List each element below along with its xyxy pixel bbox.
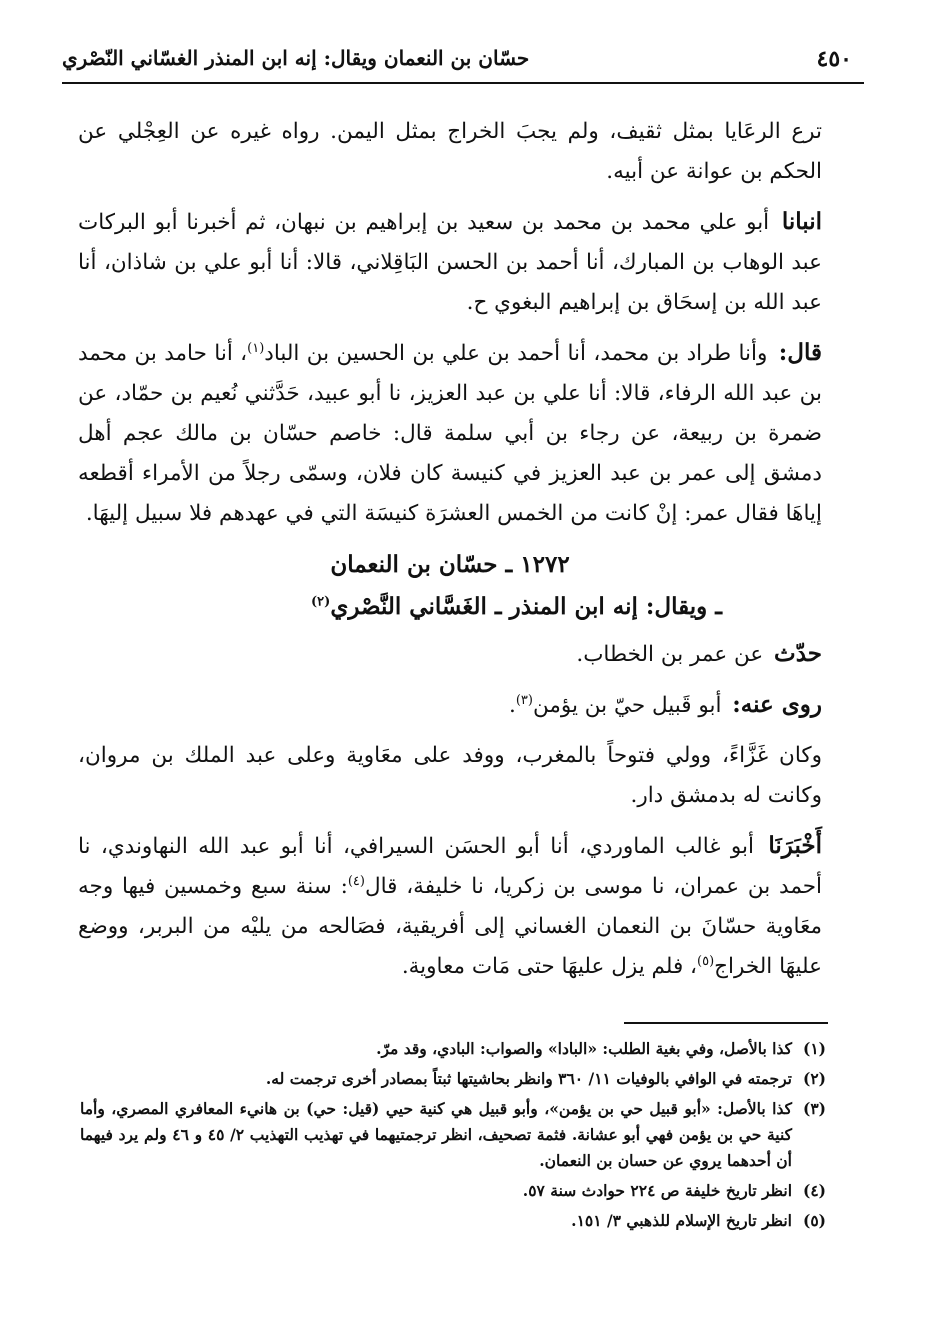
paragraph-3 xyxy=(78,333,822,534)
footnote-number: (٢) xyxy=(802,1069,826,1088)
footnote-text: كذا بالأصل: «أبو قبيل حي بن يؤمن»، وأبو قبيل هي كنية حيي (قيل: حي) بن هانيء المعافري المصري، وأما كنية حي بن يؤمن فهي أبو عشانة. فثمة تصحيف، انظر ترجمتيهما في تهذيب التهذيب ٢/ ٤٥ و ٤٦ ولم يرد فيهما أن أحدهما يروي عن حسان بن النعمان. xyxy=(80,1099,792,1170)
entry-paragraph-4-text-c: ، فلم يزل عليهَا حتى مَات معاوية. xyxy=(401,954,697,979)
footnote-number: (٥) xyxy=(802,1211,826,1230)
running-title: حسّان بن النعمان ويقال: إنه ابن المنذر الغسّاني النّصْري xyxy=(62,46,530,70)
note-ref-5[interactable]: (٥) xyxy=(697,953,715,969)
footnote-2 xyxy=(80,1066,826,1092)
entry-paragraph-1-text: عن عمر بن الخطاب. xyxy=(576,642,764,667)
paragraph-2-lead: انبانا xyxy=(781,208,822,235)
paragraph-1-text: ترع الرعَايا بمثل ثقيف، ولم يجبَ الخراج بمثل اليمن. رواه غيره عن العِجْلي عن الحكم بن عوانة عن أبيه. xyxy=(78,119,822,184)
note-ref-3[interactable]: (٣) xyxy=(515,692,533,708)
entry-heading: ١٢٧٢ ـ حسّان بن النعمان xyxy=(330,551,570,578)
page-header xyxy=(62,40,864,84)
footnote-text: ترجمته في الوافي بالوفيات ١١/ ٣٦٠ وانظر بحاشيتها ثبتاً بمصادر أخرى ترجمت له. xyxy=(265,1069,792,1088)
paragraph-3-text-b: ، أنا حامد بن محمد بن عبد الله الرفاء، قالا: أنا علي بن عبد العزيز، نا أبو عبيد، حَدَّثني نُعيم بن حمّاد، عن ضمرة بن ربيعة، عن رجاء بن أبي سلمة قال: خاصم حسّان بن مالك عجم أهل دمشق إلى عمر بن عبد العزيز في كنيسة كان فلان، وسمّى رجلاً من الأمراء أقطعه إياهَا فقال عمر: إنْ كانت من الخمس العشرَة كنيسَة التي في عهدهم فلا سبيل إليهَا. xyxy=(78,341,822,526)
note-ref-4[interactable]: (٤) xyxy=(347,873,365,889)
footnote-text: انظر تاريخ خليفة ص ٢٢٤ حوادث سنة ٥٧. xyxy=(522,1181,792,1200)
paragraph-3-lead: قال: xyxy=(778,339,823,366)
page-number: ٤٥٠ xyxy=(816,46,852,72)
footnote-text: انظر تاريخ الإسلام للذهبي ٣/ ١٥١. xyxy=(571,1211,792,1230)
footnote-text: كذا بالأصل، وفي بغية الطلب: «البادا» والصواب: البادي، وقد مرّ. xyxy=(376,1039,792,1058)
note-ref-1[interactable]: (١) xyxy=(247,340,265,356)
paragraph-2 xyxy=(78,202,822,323)
entry-paragraph-2 xyxy=(78,685,822,726)
footnote-1 xyxy=(80,1036,826,1062)
note-ref-2[interactable]: (٢) xyxy=(311,594,331,610)
entry-paragraph-1 xyxy=(78,634,822,675)
entry-paragraph-4-text-b: : سنة سبع وخمسين فيها وجه معَاوية حسّانَ بن النعمان الغساني إلى أفريقية، فصَالحه من يليْه من البربر، ووضع عليهَا الخراج xyxy=(78,874,822,979)
entry-paragraph-2-lead: روى عنه: xyxy=(732,691,822,718)
footnote-number: (١) xyxy=(802,1039,826,1058)
entry-paragraph-4-text-a: أبو غالب الماوردي، أنا أبو الحسَن السيرافي، أنا أبو عبد الله النهاوندي، نا أحمد بن عمران، نا موسى بن زكريا، نا خليفة، قال xyxy=(78,834,823,899)
entry-subheading-text: ـ ويقال: إنه ابن المنذر ـ الغَسَّاني النَّصْري xyxy=(330,593,722,620)
entry-paragraph-3 xyxy=(78,736,822,816)
entry-paragraph-3-text: وكان غَزَّاءً، وولي فتوحاً بالمغرب، ووفد على معَاوية وعلى عبد الملك بن مروان، وكانت له بدمشق دار. xyxy=(78,743,822,808)
entry-subheading xyxy=(78,586,822,628)
entry-paragraph-2-text: أبو قَبيل حيّ بن يؤمن xyxy=(532,693,722,718)
footnote-3 xyxy=(80,1096,826,1174)
entry-paragraph-4-lead: أَخْبَرَنَا xyxy=(768,832,822,859)
entry-paragraph-1-lead: حدّث xyxy=(774,640,822,667)
entry-paragraph-2-tail: . xyxy=(508,693,516,718)
main-text xyxy=(78,112,822,997)
paragraph-3-text-a: وأنا طراد بن محمد، أنا أحمد بن علي بن الحسين بن الباد xyxy=(264,341,768,366)
footnote-5 xyxy=(80,1208,826,1234)
entry-paragraph-4 xyxy=(78,826,822,987)
footnotes xyxy=(80,1036,826,1238)
footnote-number: (٣) xyxy=(802,1099,826,1118)
paragraph-1 xyxy=(78,112,822,192)
footnote-4 xyxy=(80,1178,826,1204)
footnote-number: (٤) xyxy=(802,1181,826,1200)
paragraph-2-text: أبو علي محمد بن محمد بن سعيد بن إبراهيم بن نبهان، ثم أخبرنا أبو البركات عبد الوهاب بن المبارك، أنا أحمد بن الحسن البَاقِلاني، قالا: أنا أبو علي بن شاذان، أنا عبد الله بن إسحَاق بن إبراهيم البغوي ح. xyxy=(78,210,822,315)
footnote-divider xyxy=(624,1022,828,1024)
